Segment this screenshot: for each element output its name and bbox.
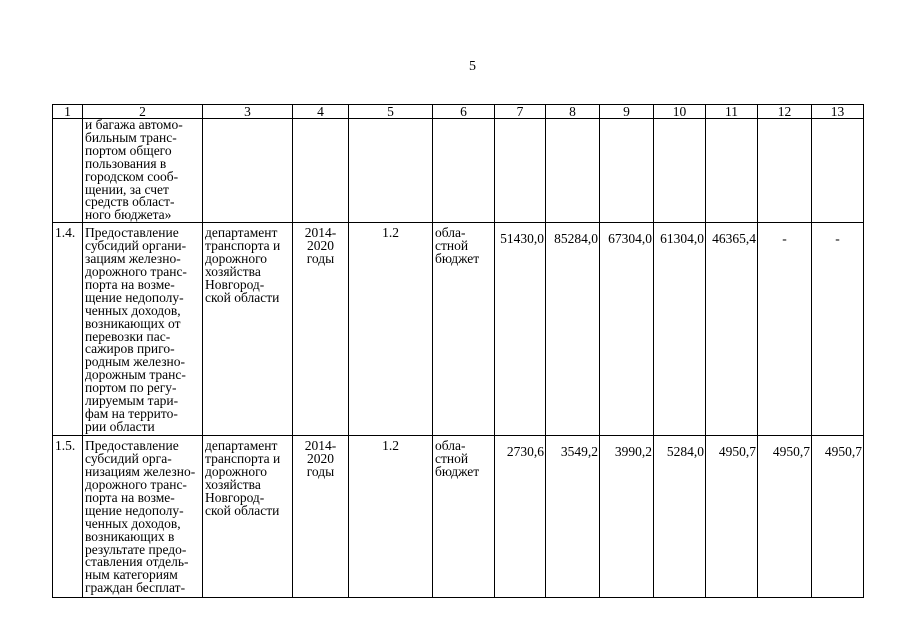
- column-header-8: 8: [546, 105, 600, 119]
- term-cell-line: 2014-: [304, 438, 337, 454]
- measure-name-cell-line: родным железно-: [85, 354, 186, 370]
- executor-cell-line: ской области: [205, 289, 280, 305]
- funding-year-6-cell: 4950,7: [758, 436, 812, 598]
- funding-year-7-cell: -: [812, 223, 864, 436]
- measure-name-cell-line: городском сооб-: [85, 168, 179, 184]
- column-header-3: 3: [203, 105, 293, 119]
- table-row: [53, 436, 864, 598]
- term-cell: [293, 119, 349, 223]
- measure-name-cell-line: порта на возме-: [85, 276, 175, 292]
- executor-cell-line: ской области: [205, 502, 280, 518]
- funding-source-cell-line: стной: [435, 238, 469, 254]
- executor-cell-line: хозяйства: [205, 476, 261, 492]
- target-indicator-cell: 1.2: [349, 223, 433, 436]
- table-row: [53, 223, 864, 436]
- measure-name-cell-line: рии области: [85, 418, 155, 434]
- funding-year-3-cell: 67304,0: [600, 223, 654, 436]
- funding-year-1-cell: [495, 119, 546, 223]
- funding-year-5-cell: 46365,4: [706, 223, 758, 436]
- measure-name-cell-line: щении, за счет: [85, 181, 169, 197]
- funding-source-cell-line: стной: [435, 451, 469, 467]
- column-header-12: 12: [758, 105, 812, 119]
- term-cell-line: годы: [306, 464, 335, 480]
- column-header-6: 6: [433, 105, 495, 119]
- measure-name-cell-line: ченных доходов,: [85, 515, 181, 531]
- executor-cell-line: транспорта и: [205, 451, 281, 467]
- column-header-4: 4: [293, 105, 349, 119]
- row-number-cell: 1.5.: [53, 436, 83, 598]
- funding-year-4-cell: 5284,0: [654, 436, 706, 598]
- measure-name-cell-line: субсидий органи-: [85, 238, 187, 254]
- page-number: 5: [469, 59, 476, 74]
- funding-source-cell-line: бюджет: [435, 464, 480, 480]
- measure-name-cell-line: портом общего: [85, 142, 172, 158]
- funding-year-2-cell: [546, 119, 600, 223]
- funding-source-cell: [433, 436, 495, 598]
- term-cell: [293, 223, 349, 436]
- funding-year-6-cell: -: [758, 223, 812, 436]
- funding-source-cell: [433, 119, 495, 223]
- term-cell-line: 2014-: [304, 225, 337, 241]
- funding-year-2-cell: 3549,2: [546, 436, 600, 598]
- measure-name-cell-line: зациям железно-: [85, 251, 181, 267]
- measure-name-cell: [83, 119, 203, 223]
- funding-source-cell-line: обла-: [435, 225, 466, 241]
- measure-name-cell-line: дорожным транс-: [85, 367, 186, 383]
- funding-year-2-cell: 85284,0: [546, 223, 600, 436]
- measure-name-cell-line: результате предо-: [85, 541, 187, 557]
- measure-name-cell-line: возникающих в: [85, 528, 175, 544]
- funding-source-cell-line: обла-: [435, 438, 466, 454]
- measure-name-cell-line: средств област-: [85, 194, 175, 210]
- funding-year-7-cell: 4950,7: [812, 436, 864, 598]
- funding-year-3-cell: 3990,2: [600, 436, 654, 598]
- measure-name-cell-line: ченных доходов,: [85, 302, 181, 318]
- executor-cell-line: департамент: [205, 225, 278, 241]
- measure-name-cell-line: порта на возме-: [85, 489, 175, 505]
- column-header-13: 13: [812, 105, 864, 119]
- table-header-row: [53, 105, 864, 119]
- measure-name-cell-line: сажиров приго-: [85, 341, 175, 357]
- executor-cell-line: департамент: [205, 438, 278, 454]
- funding-year-5-cell: [706, 119, 758, 223]
- executor-cell: [203, 119, 293, 223]
- executor-cell-line: хозяйства: [205, 263, 261, 279]
- table-row: [53, 119, 864, 223]
- executor-cell: [203, 223, 293, 436]
- measure-name-cell-line: портом по регу-: [85, 380, 177, 396]
- measure-name-cell-line: дорожного транс-: [85, 476, 187, 492]
- funding-year-6-cell: [758, 119, 812, 223]
- measure-name-cell-line: ным категориям: [85, 567, 178, 583]
- funding-source-cell-line: бюджет: [435, 251, 480, 267]
- measure-name-cell-line: перевозки пас-: [85, 328, 171, 344]
- funding-year-3-cell: [600, 119, 654, 223]
- program-measures-table: [52, 104, 864, 598]
- measure-name-cell-line: граждан бесплат-: [85, 580, 186, 596]
- measure-name-cell-line: бильным транс-: [85, 129, 177, 145]
- column-header-7: 7: [495, 105, 546, 119]
- term-cell-line: 2020: [307, 451, 334, 467]
- term-cell-line: годы: [306, 251, 335, 267]
- measure-name-cell-line: Предоставление: [85, 438, 179, 454]
- funding-source-cell: [433, 223, 495, 436]
- column-header-1: 1: [53, 105, 83, 119]
- executor-cell-line: дорожного: [205, 464, 268, 480]
- measure-name-cell-line: низациям железно-: [85, 464, 196, 480]
- funding-year-4-cell: 61304,0: [654, 223, 706, 436]
- executor-cell: [203, 436, 293, 598]
- measure-name-cell-line: возникающих от: [85, 315, 181, 331]
- measure-name-cell-line: щение недополу-: [85, 289, 184, 305]
- measure-name-cell-line: ного бюджета»: [85, 207, 172, 223]
- funding-year-7-cell: [812, 119, 864, 223]
- column-header-2: 2: [83, 105, 203, 119]
- column-header-10: 10: [654, 105, 706, 119]
- row-number-cell: [53, 119, 83, 223]
- measure-name-cell-line: фам на террито-: [85, 405, 178, 421]
- executor-cell-line: Новгород-: [205, 489, 265, 505]
- funding-year-1-cell: 2730,6: [495, 436, 546, 598]
- measure-name-cell-line: и багажа автомо-: [85, 118, 183, 132]
- executor-cell-line: дорожного: [205, 251, 268, 267]
- funding-year-4-cell: [654, 119, 706, 223]
- executor-cell-line: транспорта и: [205, 238, 281, 254]
- funding-year-1-cell: 51430,0: [495, 223, 546, 436]
- target-indicator-cell: [349, 119, 433, 223]
- measure-name-cell: [83, 436, 203, 598]
- measure-name-cell-line: ставления отдель-: [85, 554, 189, 570]
- measure-name-cell-line: дорожного транс-: [85, 263, 187, 279]
- column-header-9: 9: [600, 105, 654, 119]
- term-cell: [293, 436, 349, 598]
- target-indicator-cell: 1.2: [349, 436, 433, 598]
- measure-name-cell-line: лируемым тари-: [85, 393, 179, 409]
- measure-name-cell-line: Предоставление: [85, 225, 179, 241]
- column-header-11: 11: [706, 105, 758, 119]
- row-number-cell: 1.4.: [53, 223, 83, 436]
- term-cell-line: 2020: [307, 238, 334, 254]
- measure-name-cell-line: пользования в: [85, 155, 167, 171]
- measure-name-cell-line: субсидий орга-: [85, 451, 172, 467]
- measure-name-cell: [83, 223, 203, 436]
- measure-name-cell-line: щение недополу-: [85, 502, 184, 518]
- column-header-5: 5: [349, 105, 433, 119]
- funding-year-5-cell: 4950,7: [706, 436, 758, 598]
- executor-cell-line: Новгород-: [205, 276, 265, 292]
